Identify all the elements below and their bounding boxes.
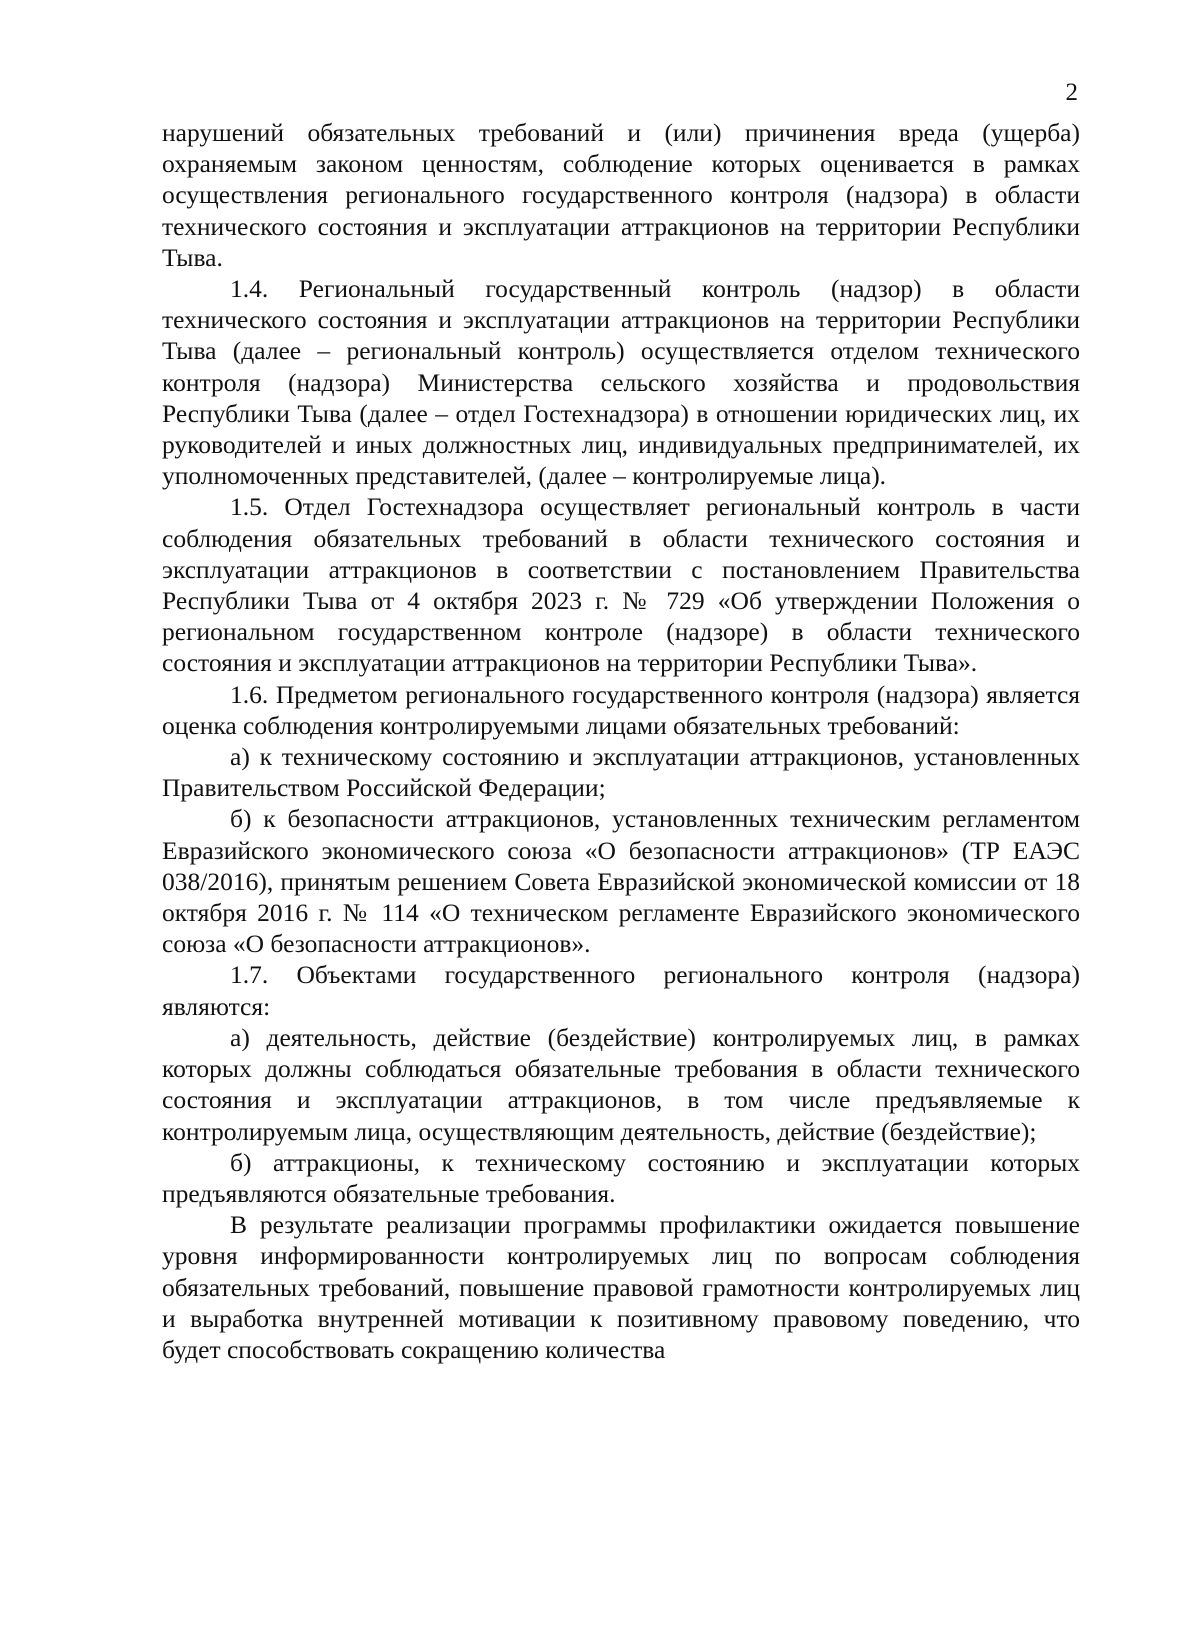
paragraph-1-7-a: а) деятельность, действие (бездействие) контролируемых лиц, в рамках которых должны соблюдаться обязательные требования в области технического состояния и эксплуатации аттракционов, в том числе предъявляемые к контролируемым лица, осуществляющим деятельность, действие (бездействие); xyxy=(162,1022,1080,1146)
paragraph-result: В результате реализации программы профилактики ожидается повышение уровня информированности контролируемых лиц по вопросам соблюдения обязательных требований, повышение правовой грамотности контролируемых лиц и выработка внутренней мотивации к позитивному правовому поведению, что будет способствовать сокращению количества xyxy=(162,1210,1080,1364)
paragraph-1-6-a: а) к техническому состоянию и эксплуатации аттракционов, установленных Правительством Российской Федерации; xyxy=(162,742,1080,803)
paragraph-1-6: 1.6. Предметом регионального государственного контроля (надзора) является оценка соблюдения контролируемыми лицами обязательных требований: xyxy=(162,679,1080,740)
page-number: 2 xyxy=(1065,79,1078,106)
document-body xyxy=(162,117,1080,1365)
paragraph-1-7: 1.7. Объектами государственного регионального контроля (надзора) являются: xyxy=(162,960,1080,1021)
paragraph-1-6-b: б) к безопасности аттракционов, установленных техническим регламентом Евразийского экономического союза «О безопасности аттракционов» (ТР ЕАЭС 038/2016), принятым решением Совета Евразийской экономической комиссии от 18 октября 2016 г. № 114 «О техническом регламенте Евразийского экономического союза «О безопасности аттракционов». xyxy=(162,804,1080,959)
paragraph-1-7-b: б) аттракционы, к техническому состоянию и эксплуатации которых предъявляются обязательные требования. xyxy=(162,1147,1080,1208)
paragraph-1-4: 1.4. Региональный государственный контроль (надзор) в области технического состояния и эксплуатации аттракционов на территории Республики Тыва (далее – региональный контроль) осуществляется отделом технического контроля (надзора) Министерства сельского хозяйства и продовольствия Республики Тыва (далее – отдел Гостехнадзора) в отношении юридических лиц, их руководителей и иных должностных лиц, индивидуальных предпринимателей, их уполномоченных представителей, (далее – контролируемые лица). xyxy=(162,274,1080,491)
paragraph-1-5: 1.5. Отдел Гостехнадзора осуществляет региональный контроль в части соблюдения обязательных требований в области технического состояния и эксплуатации аттракционов в соответствии с постановлением Правительства Республики Тыва от 4 октября 2023 г. № 729 «Об утверждении Положения о региональном государственном контроле (надзоре) в области технического состояния и эксплуатации аттракционов на территории Республики Тыва». xyxy=(162,492,1080,678)
paragraph-continuation: нарушений обязательных требований и (или) причинения вреда (ущерба) охраняемым законом ценностям, соблюдение которых оценивается в рамках осуществления регионального государственного контроля (надзора) в области технического состояния и эксплуатации аттракционов на территории Республики Тыва. xyxy=(162,118,1080,272)
